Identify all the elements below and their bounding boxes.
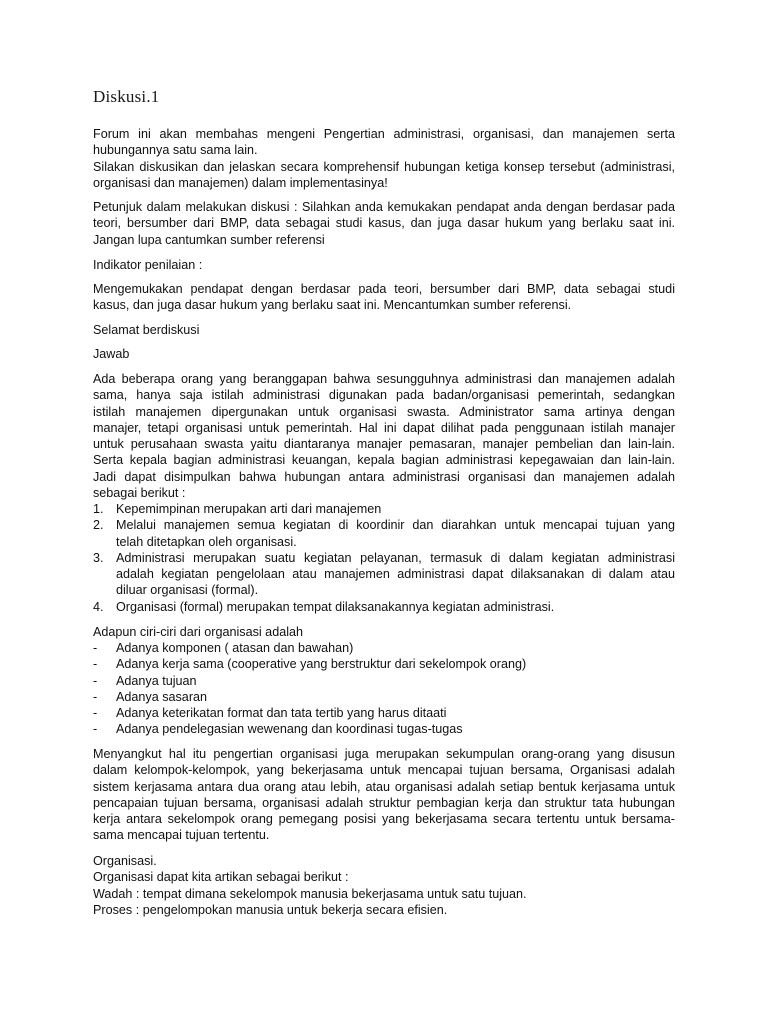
list-item — [93, 640, 675, 656]
list-item-line: Organisasi (formal) merupakan tempat dilaksanakannya kegiatan administrasi. — [116, 599, 555, 614]
list-item-line: Kepemimpinan merupakan arti dari manajemen — [116, 502, 382, 516]
petunjuk-paragraph — [93, 199, 675, 248]
organisasi-line: Proses : pengelompokan manusia untuk bekerja secara efisien. — [93, 902, 448, 917]
petunjuk-line: Jangan lupa cantumkan sumber referensi — [93, 232, 325, 247]
petunjuk-line: Petunjuk dalam melakukan diskusi : Silahkan anda kemukakan pendapat anda dengan berdasar pada — [93, 200, 675, 214]
intro-line: Silakan diskusikan dan jelaskan secara komprehensif hubungan ketiga konsep tersebut (administrasi, — [93, 159, 675, 174]
definition-line: sama mencapai tujuan tertentu. — [93, 828, 270, 843]
answer-line: manajer, tetapi organisasi untuk pemerintah. Hal ini dapat dilihat pada penggunaan istilah manajer — [93, 420, 675, 435]
answer-paragraph — [93, 371, 675, 501]
indikator-line: Mengemukakan pendapat dengan berdasar pada teori, bersumber dari BMP, data sebagai studi — [93, 282, 675, 296]
list-item — [93, 599, 675, 615]
list-item — [93, 721, 675, 737]
answer-line: Ada beberapa orang yang beranggapan bahwa sesungguhnya administrasi dan manajemen adalah — [93, 372, 675, 386]
indikator-paragraph — [93, 281, 675, 314]
list-item — [93, 517, 675, 550]
list-number: 3. — [93, 550, 104, 565]
answer-line: Serta kepala bagian administrasi keuangan, kepala bagian administrasi kepegawaian dan lain-lain. — [93, 453, 675, 468]
intro-line: organisasi dan manajemen) dalam implementasinya! — [93, 175, 388, 190]
definition-line: pencapaian tujuan bersama, organisasi adalah struktur pembagian kerja dan struktur tata hubungan — [93, 795, 675, 810]
ciri-bullet-list — [93, 640, 675, 738]
list-item-line: Adanya komponen ( atasan dan bawahan) — [116, 641, 354, 655]
definition-paragraph — [93, 746, 675, 844]
answer-line: sama, hanya saja istilah administrasi digunakan pada badan/organisasi pemerintah, sedangkan — [93, 388, 675, 403]
answer-heading-text: Jawab — [93, 347, 130, 361]
list-dash: - — [93, 673, 98, 688]
list-item-line: Adanya keterikatan format dan tata tertib yang harus ditaati — [116, 706, 447, 721]
list-item — [93, 689, 675, 705]
answer-line: Jadi dapat disimpulkan bahwa hubungan antara administrasi organisasi dan manajemen adalah — [93, 469, 675, 484]
list-item-line: Adanya kerja sama (cooperative yang berstruktur dari sekelompok orang) — [116, 657, 527, 672]
intro-line: Forum ini akan membahas mengeni Pengertian administrasi, organisasi, dan manajemen serta — [93, 127, 675, 141]
list-item-line: telah ditetapkan oleh organisasi. — [116, 534, 297, 549]
indikator-heading-text: Indikator penilaian : — [93, 258, 203, 272]
answer-heading — [93, 346, 675, 362]
list-dash: - — [93, 722, 98, 737]
petunjuk-line: teori, bersumber dari BMP, data sebagai studi kasus, dan juga dasar hukum yang berlaku saat ini. — [93, 216, 675, 231]
list-item — [93, 705, 675, 721]
answer-line: sebagai berikut : — [93, 486, 186, 501]
ciri-heading-text: Adapun ciri-ciri dari organisasi adalah — [93, 625, 304, 639]
list-dash: - — [93, 706, 98, 721]
list-number: 2. — [93, 518, 104, 533]
definition-line: Menyangkut hal itu pengertian organisasi juga merupakan sekumpulan orang-orang yang disusun — [93, 747, 675, 761]
list-item-line: Adanya tujuan — [116, 673, 197, 688]
list-dash: - — [93, 641, 98, 655]
list-item — [93, 550, 675, 599]
list-item-line: Melalui manajemen semua kegiatan di koordinir dan diarahkan untuk mencapai tujuan yang — [116, 518, 675, 533]
closing-greeting — [93, 322, 675, 338]
ciri-heading — [93, 624, 675, 640]
answer-line: istilah manajemen dipergunakan untuk organisasi swasta. Administrator sama artinya dengan — [93, 404, 675, 419]
organisasi-section — [93, 853, 675, 918]
list-item — [93, 673, 675, 689]
organisasi-line: Organisasi dapat kita artikan sebagai berikut : — [93, 870, 349, 885]
closing-greeting-text: Selamat berdiskusi — [93, 323, 200, 337]
organisasi-heading: Organisasi. — [93, 854, 157, 868]
list-item-line: adalah kegiatan pengelolaan atau manajemen administrasi dapat dilaksanakan di dalam atau — [116, 567, 675, 582]
organisasi-line: Wadah : tempat dimana sekelompok manusia bekerjasama untuk satu tujuan. — [93, 886, 527, 901]
definition-line: sistem kerjasama antara dua orang atau lebih, atau organisasi adalah setiap bentuk kerjasama untuk — [93, 779, 675, 794]
list-item — [93, 501, 675, 517]
list-number: 4. — [93, 599, 104, 614]
list-item-line: Adanya sasaran — [116, 689, 208, 704]
list-dash: - — [93, 689, 98, 704]
definition-line: kerja antara sekelompok orang pemegang posisi yang bekerjasama secara tertentu untuk bersama- — [93, 812, 675, 827]
list-item-line: diluar organisasi (formal). — [116, 583, 259, 598]
list-number: 1. — [93, 502, 104, 516]
document-title: Diskusi.1 — [93, 87, 160, 106]
relationship-numbered-list — [93, 501, 675, 615]
intro-line: hubungannya satu sama lain. — [93, 143, 258, 158]
list-item-line: Administrasi merupakan suatu kegiatan pelayanan, termasuk di dalam kegiatan administrasi — [116, 550, 675, 565]
indikator-line: kasus, dan juga dasar hukum yang berlaku saat ini. Mencantumkan sumber referensi. — [93, 298, 572, 313]
intro-paragraph — [93, 126, 675, 191]
definition-line: dalam kelompok-kelompok, yang bekerjasama untuk mencapai tujuan bersama, Organisasi adalah — [93, 763, 675, 778]
list-item — [93, 656, 675, 672]
list-dash: - — [93, 657, 98, 672]
answer-line: untuk perusahaan swasta yaitu diantaranya manajer pemasaran, manajer pembelian dan lain-lain. — [93, 437, 675, 452]
list-item-line: Adanya pendelegasian wewenang dan koordinasi tugas-tugas — [116, 722, 463, 737]
indikator-heading — [93, 257, 675, 273]
